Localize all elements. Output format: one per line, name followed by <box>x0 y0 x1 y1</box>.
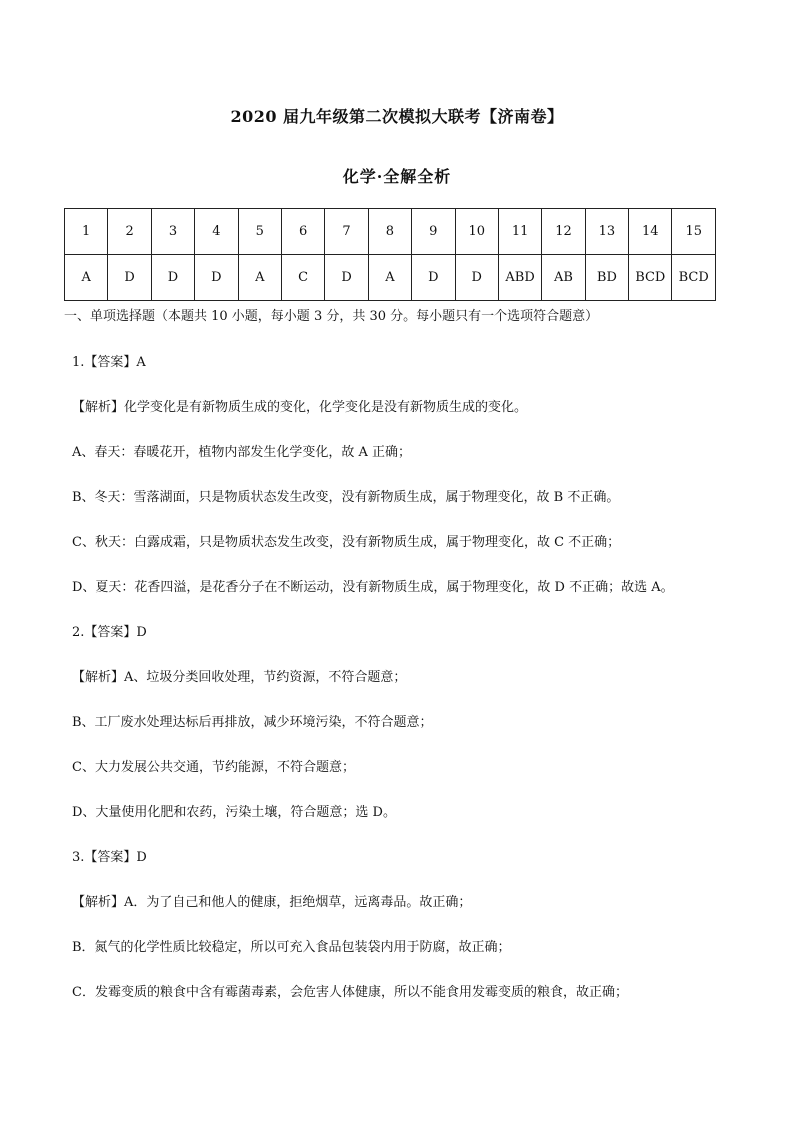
q3-option-c: C．发霉变质的粮食中含有霉菌毒素，会危害人体健康，所以不能食用发霉变质的粮食，故正确； <box>72 985 628 1000</box>
answer-cell: D <box>412 255 455 301</box>
answer-cell: BCD <box>629 255 672 301</box>
answer-row <box>65 255 716 301</box>
answer-cell: D <box>108 255 151 301</box>
question-number-cell: 8 <box>368 209 411 255</box>
question-number-cell: 14 <box>629 209 672 255</box>
q3-answer: 3.【答案】D <box>72 850 147 865</box>
q2-option-d: D、大量使用化肥和农药，污染土壤，符合题意；选 D。 <box>72 805 396 820</box>
answer-cell: BCD <box>672 255 716 301</box>
q1-option-a: A、春天：春暖花开，植物内部发生化学变化，故 A 正确； <box>72 445 412 460</box>
answer-cell: A <box>65 255 108 301</box>
q2-analysis: 【解析】A、垃圾分类回收处理，节约资源，不符合题意； <box>72 670 407 685</box>
q1-option-b: B、冬天：雪落湖面，只是物质状态发生改变，没有新物质生成，属于物理变化，故 B 不正确。 <box>72 490 620 505</box>
answer-cell: A <box>368 255 411 301</box>
q1-option-c: C、秋天：白露成霜，只是物质状态发生改变，没有新物质生成，属于物理变化，故 C 不正确； <box>72 535 621 550</box>
question-number-cell: 1 <box>65 209 108 255</box>
q1-analysis: 【解析】化学变化是有新物质生成的变化，化学变化是没有新物质生成的变化。 <box>72 400 528 415</box>
section-heading: 一、单项选择题（本题共 10 小题，每小题 3 分，共 30 分。每小题只有一个选项符合题意） <box>64 309 599 324</box>
question-number-cell: 12 <box>542 209 585 255</box>
answer-cell: BD <box>585 255 628 301</box>
question-number-cell: 11 <box>498 209 541 255</box>
question-number-cell: 5 <box>238 209 281 255</box>
q3-option-b: B．氮气的化学性质比较稳定，所以可充入食品包装袋内用于防腐，故正确； <box>72 940 511 955</box>
question-number-cell: 7 <box>325 209 368 255</box>
answer-cell: AB <box>542 255 585 301</box>
q2-option-b: B、工厂废水处理达标后再排放，减少环境污染，不符合题意； <box>72 715 433 730</box>
question-number-cell: 15 <box>672 209 716 255</box>
question-number-cell: 6 <box>281 209 324 255</box>
question-number-cell: 9 <box>412 209 455 255</box>
question-number-cell: 13 <box>585 209 628 255</box>
q1-answer: 1.【答案】A <box>72 355 146 370</box>
document-subtitle: 化学·全解全析 <box>342 167 452 186</box>
question-number-cell: 3 <box>151 209 194 255</box>
q1-option-d: D、夏天：花香四溢，是花香分子在不断运动，没有新物质生成，属于物理变化，故 D 不正确；故选 A。 <box>72 580 674 595</box>
q2-option-c: C、大力发展公共交通，节约能源，不符合题意； <box>72 760 355 775</box>
answer-cell: C <box>281 255 324 301</box>
question-number-row <box>65 209 716 255</box>
answer-cell: ABD <box>498 255 541 301</box>
q3-analysis: 【解析】A．为了自己和他人的健康，拒绝烟草，远离毒品。故正确； <box>72 895 472 910</box>
question-number-cell: 2 <box>108 209 151 255</box>
question-number-cell: 10 <box>455 209 498 255</box>
document-title: 2020 届九年级第二次模拟大联考【济南卷】 <box>230 107 564 126</box>
q2-answer: 2.【答案】D <box>72 625 147 640</box>
answer-table <box>64 208 716 301</box>
answer-cell: D <box>195 255 238 301</box>
answer-cell: D <box>325 255 368 301</box>
answer-cell: A <box>238 255 281 301</box>
answer-cell: D <box>455 255 498 301</box>
answer-cell: D <box>151 255 194 301</box>
question-number-cell: 4 <box>195 209 238 255</box>
